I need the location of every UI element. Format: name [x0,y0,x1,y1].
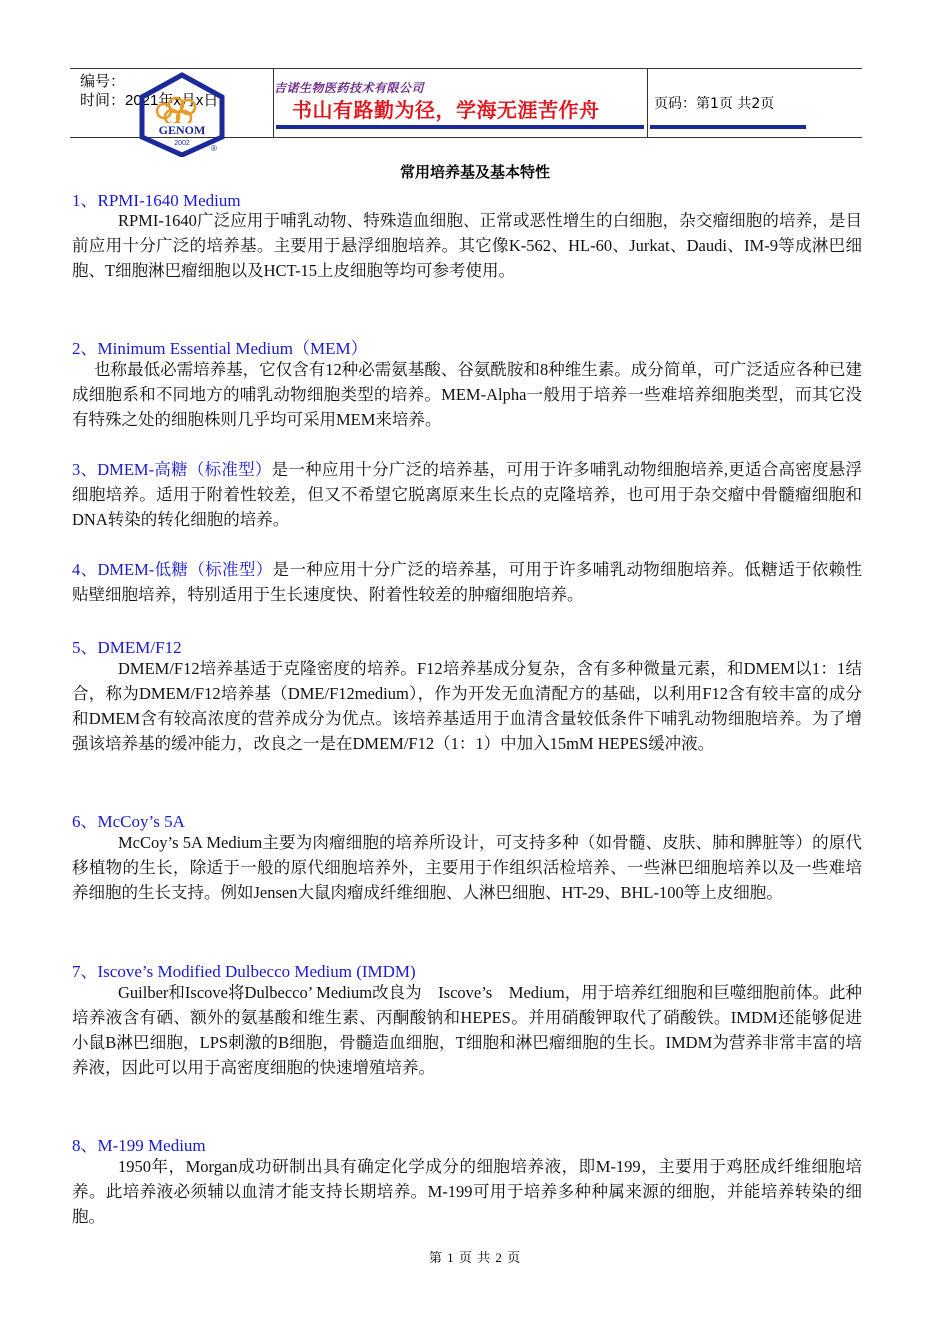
page-footer: 第 1 页 共 2 页 [428,1250,522,1265]
company-name: 吉诺生物医药技术有限公司 [274,81,425,95]
paragraph-text: 是一种应用十分广泛的培养基，可用于许多哺乳动物细胞培养,更适合高密度悬浮细胞培养。适用于附着性较差，但又不希望它脱离原来生长点的克隆培养，也可用于杂交瘤中骨髓瘤细胞和DNA转染的转化细胞的培养。 [72,460,862,529]
section-paragraph [72,208,862,283]
paragraph-text: Guilber和Iscove将Dulbecco’ Medium改良为 Iscove’s Medium，用于培养红细胞和巨噬细胞前体。此种培养液含有硒、额外的氨基酸和维生素、丙酮酸钠和HEPES。并用硝酸钾取代了硝酸铁。IMDM还能够促进小鼠B淋巴细胞，LPS刺激的B细胞，骨髓造血细胞，T细胞和淋巴瘤细胞的生长。IMDM为营养非常丰富的培养液，因此可以用于高密度细胞的快速增殖培养。 [72,983,862,1077]
section-paragraph [72,1154,862,1229]
logo-year: 2002 [174,140,190,147]
page-header [70,68,862,153]
section-heading: 6、McCoy’s 5A [72,812,185,831]
paragraph-text: 1950年，Morgan成功研制出具有确定化学成分的细胞培养液，即M-199，主要用于鸡胚成纤维细胞培养。此培养液必须辅以血清才能支持长期培养。M-199可用于培养多种种属来源的细胞，并能培养转染的细胞。 [72,1157,862,1226]
section-heading: 1、RPMI-1640 Medium [72,191,241,210]
section-heading: 7、Iscove’s Modified Dulbecco Medium (IMDM) [72,962,416,981]
section-paragraph [72,457,862,532]
section-heading: 4、DMEM-低糖（标准型） [72,560,273,579]
section-paragraph [72,830,862,905]
paragraph-text: McCoy’s 5A Medium主要为肉瘤细胞的培养所设计，可支持多种（如骨髓、皮肤、肺和脾脏等）的原代移植物的生长，除适于一般的原代细胞培养外，主要用于作组织活检培养、一些淋巴细胞培养以及一些难培养细胞的生长支持。例如Jensen大鼠肉瘤成纤维细胞、人淋巴细胞、HT-29、BHL-100等上皮细胞。 [72,833,862,902]
section-paragraph [72,980,862,1080]
motto-underline [276,125,644,129]
paragraph-text: DMEM/F12培养基适于克隆密度的培养。F12培养基成分复杂，含有多种微量元素，和DMEM以1：1结合，称为DMEM/F12培养基（DME/F12medium），作为开发无血清配方的基础，以利用F12含有较丰富的成分和DMEM含有较高浓度的营养成分为优点。该培养基适用于血清含量较低条件下哺乳动物细胞培养。为了增强该培养基的缓冲能力，改良之一是在DMEM/F12（1：1）中加入15mM HEPES缓冲液。 [72,659,862,753]
motto-text: 书山有路勤为径，学海无涯苦作舟 [292,98,600,122]
page-info-underline [650,125,806,129]
section-paragraph [72,357,862,432]
section-heading: 8、M-199 Medium [72,1136,206,1155]
registered-mark: ® [211,144,217,153]
section-paragraph [72,557,862,607]
paragraph-text: 是一种应用十分广泛的培养基，可用于许多哺乳动物细胞培养。低糖适于依赖性贴壁细胞培养，特别适用于生长速度快、附着性较差的肿瘤细胞培养。 [72,560,862,604]
doc-time-label: 时间：2021年x月x日 [80,92,219,109]
section-heading: 3、DMEM-高糖（标准型） [72,460,272,479]
paragraph-text: 也称最低必需培养基，它仅含有12种必需氨基酸、谷氨酰胺和8种维生素。成分简单，可广泛适应各种已建成细胞系和不同地方的哺乳动物细胞类型的培养。MEM-Alpha一般用于培养一些难培养细胞类型，而其它没有特殊之处的细胞株则几乎均可采用MEM来培养。 [72,360,862,429]
header-divider [647,69,648,137]
paragraph-text: RPMI-1640广泛应用于哺乳动物、特殊造血细胞、正常或恶性增生的白细胞，杂交瘤细胞的培养，是目前应用十分广泛的培养基。主要用于悬浮细胞培养。其它像K-562、HL-60、Jurkat、Daudi、IM-9等成淋巴细胞、T细胞淋巴瘤细胞以及HCT-15上皮细胞等均可参考使用。 [72,211,862,280]
section-paragraph [72,656,862,756]
document-title: 常用培养基及基本特性 [399,163,550,181]
genom-logo [134,71,230,157]
section-heading: 5、DMEM/F12 [72,638,182,657]
header-page-info: 页码：第1页 共2页 [654,96,775,112]
section-heading: 2、Minimum Essential Medium（MEM） [72,339,368,358]
logo-text: GENOM [158,123,206,137]
doc-number-label: 编号： [80,73,126,90]
